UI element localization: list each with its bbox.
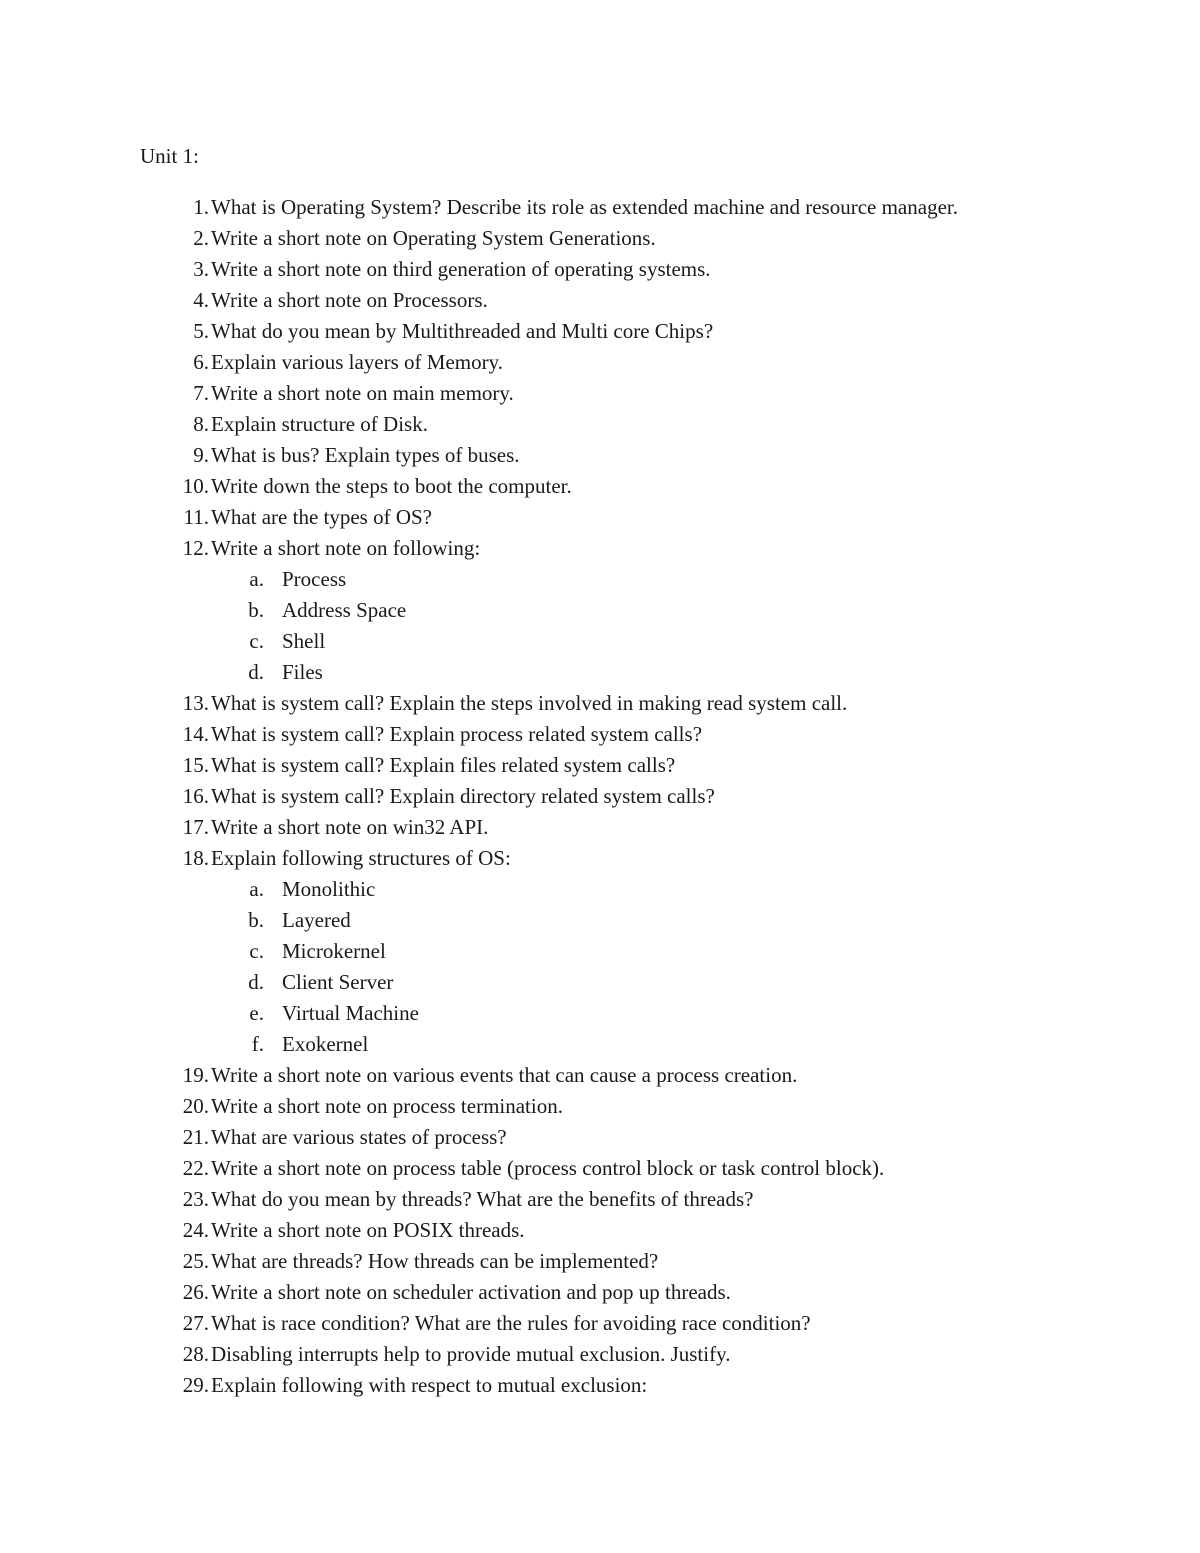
question-number: 16. — [182, 784, 209, 808]
sub-item — [0, 938, 1200, 969]
sub-item — [0, 1000, 1200, 1031]
question-item — [0, 1372, 1200, 1403]
question-number: 12. — [182, 536, 209, 560]
question-text: Explain structure of Disk. — [211, 412, 428, 436]
question-item — [0, 411, 1200, 442]
question-item — [0, 225, 1200, 256]
sub-item-marker: f. — [251, 1032, 264, 1056]
question-item — [0, 783, 1200, 814]
question-item — [0, 442, 1200, 473]
question-text: What is system call? Explain process related system calls? — [211, 722, 703, 746]
question-list — [0, 194, 1200, 1403]
sub-item-marker: a. — [249, 877, 264, 901]
question-text: Explain various layers of Memory. — [211, 350, 503, 374]
question-item — [0, 814, 1200, 845]
question-text: Write down the steps to boot the computer. — [211, 474, 572, 498]
question-item — [0, 1186, 1200, 1217]
question-item — [0, 721, 1200, 752]
question-text: Write a short note on process termination. — [211, 1094, 563, 1118]
sub-item-marker: d. — [248, 660, 264, 684]
question-text: Write a short note on Processors. — [211, 288, 488, 312]
question-text: Write a short note on following: — [211, 536, 481, 560]
question-number: 28. — [182, 1342, 209, 1366]
question-item — [0, 690, 1200, 721]
question-item — [0, 1062, 1200, 1093]
question-item — [0, 1124, 1200, 1155]
sub-item-marker: c. — [249, 939, 264, 963]
sub-item — [0, 969, 1200, 1000]
question-item — [0, 1155, 1200, 1186]
question-text: What is system call? Explain the steps involved in making read system call. — [211, 691, 848, 715]
question-number: 14. — [182, 722, 209, 746]
question-item — [0, 752, 1200, 783]
question-number: 23. — [182, 1187, 209, 1211]
question-number: 22. — [182, 1156, 209, 1180]
sub-item-text: Shell — [282, 629, 326, 653]
question-number: 25. — [182, 1249, 209, 1273]
sub-item-text: Virtual Machine — [282, 1001, 419, 1025]
question-text: What is system call? Explain directory related system calls? — [211, 784, 715, 808]
sub-item-text: Monolithic — [282, 877, 376, 901]
question-item — [0, 1279, 1200, 1310]
sub-item-text: Exokernel — [282, 1032, 369, 1056]
question-text: What do you mean by threads? What are the benefits of threads? — [211, 1187, 754, 1211]
question-item — [0, 504, 1200, 535]
question-text: Write a short note on process table (process control block or task control block). — [211, 1156, 885, 1180]
sub-item — [0, 628, 1200, 659]
question-text: What is bus? Explain types of buses. — [211, 443, 520, 467]
question-item — [0, 318, 1200, 349]
question-text: What is Operating System? Describe its role as extended machine and resource manager. — [211, 195, 958, 219]
question-number: 17. — [182, 815, 209, 839]
sub-item — [0, 659, 1200, 690]
question-number: 18. — [182, 846, 209, 870]
question-item — [0, 287, 1200, 318]
question-text: Explain following with respect to mutual exclusion: — [211, 1373, 648, 1397]
question-number: 19. — [182, 1063, 209, 1087]
question-item — [0, 845, 1200, 876]
question-text: Disabling interrupts help to provide mutual exclusion. Justify. — [211, 1342, 731, 1366]
question-item — [0, 1093, 1200, 1124]
sub-item-marker: d. — [248, 970, 264, 994]
question-text: Write a short note on scheduler activation and pop up threads. — [211, 1280, 731, 1304]
question-number: 10. — [182, 474, 209, 498]
sub-item-marker: b. — [248, 908, 264, 932]
question-text: Write a short note on various events that can cause a process creation. — [211, 1063, 798, 1087]
question-number: 20. — [182, 1094, 209, 1118]
question-number: 13. — [182, 691, 209, 715]
sub-item-text: Client Server — [282, 970, 394, 994]
question-text: Write a short note on main memory. — [211, 381, 514, 405]
question-number: 1. — [193, 195, 209, 219]
question-number: 11. — [183, 505, 209, 529]
question-item — [0, 194, 1200, 225]
question-item — [0, 256, 1200, 287]
question-number: 21. — [182, 1125, 209, 1149]
sub-item-marker: e. — [249, 1001, 264, 1025]
question-item — [0, 380, 1200, 411]
question-number: 9. — [193, 443, 209, 467]
question-text: What do you mean by Multithreaded and Multi core Chips? — [211, 319, 714, 343]
sub-item-text: Layered — [282, 908, 351, 932]
question-text: What is system call? Explain files related system calls? — [211, 753, 676, 777]
sub-item-marker: c. — [249, 629, 264, 653]
question-item — [0, 349, 1200, 380]
sub-item-marker: a. — [249, 567, 264, 591]
sub-item-text: Files — [282, 660, 323, 684]
sub-item-text: Process — [282, 567, 347, 591]
question-number: 29. — [182, 1373, 209, 1397]
question-number: 5. — [193, 319, 209, 343]
question-text: Explain following structures of OS: — [211, 846, 511, 870]
question-text: What is race condition? What are the rules for avoiding race condition? — [211, 1311, 811, 1335]
question-text: Write a short note on POSIX threads. — [211, 1218, 525, 1242]
question-text: What are various states of process? — [211, 1125, 507, 1149]
question-number: 15. — [182, 753, 209, 777]
sub-item — [0, 1031, 1200, 1062]
sub-item — [0, 566, 1200, 597]
question-number: 4. — [193, 288, 209, 312]
unit-heading: Unit 1: — [140, 144, 199, 168]
question-item — [0, 473, 1200, 504]
question-text: Write a short note on Operating System Generations. — [211, 226, 656, 250]
question-item — [0, 1310, 1200, 1341]
question-text: What are threads? How threads can be implemented? — [211, 1249, 659, 1273]
question-number: 8. — [193, 412, 209, 436]
question-item — [0, 535, 1200, 566]
sub-item — [0, 597, 1200, 628]
question-number: 27. — [182, 1311, 209, 1335]
sub-item-text: Address Space — [282, 598, 407, 622]
question-number: 24. — [182, 1218, 209, 1242]
sub-item-marker: b. — [248, 598, 264, 622]
question-text: Write a short note on third generation of operating systems. — [211, 257, 711, 281]
sub-item — [0, 907, 1200, 938]
sub-item-text: Microkernel — [282, 939, 386, 963]
question-number: 6. — [193, 350, 209, 374]
question-item — [0, 1248, 1200, 1279]
question-number: 3. — [193, 257, 209, 281]
question-number: 7. — [193, 381, 209, 405]
question-item — [0, 1217, 1200, 1248]
sub-item — [0, 876, 1200, 907]
question-number: 2. — [193, 226, 209, 250]
question-text: Write a short note on win32 API. — [211, 815, 489, 839]
question-number: 26. — [182, 1280, 209, 1304]
question-item — [0, 1341, 1200, 1372]
question-text: What are the types of OS? — [211, 505, 433, 529]
